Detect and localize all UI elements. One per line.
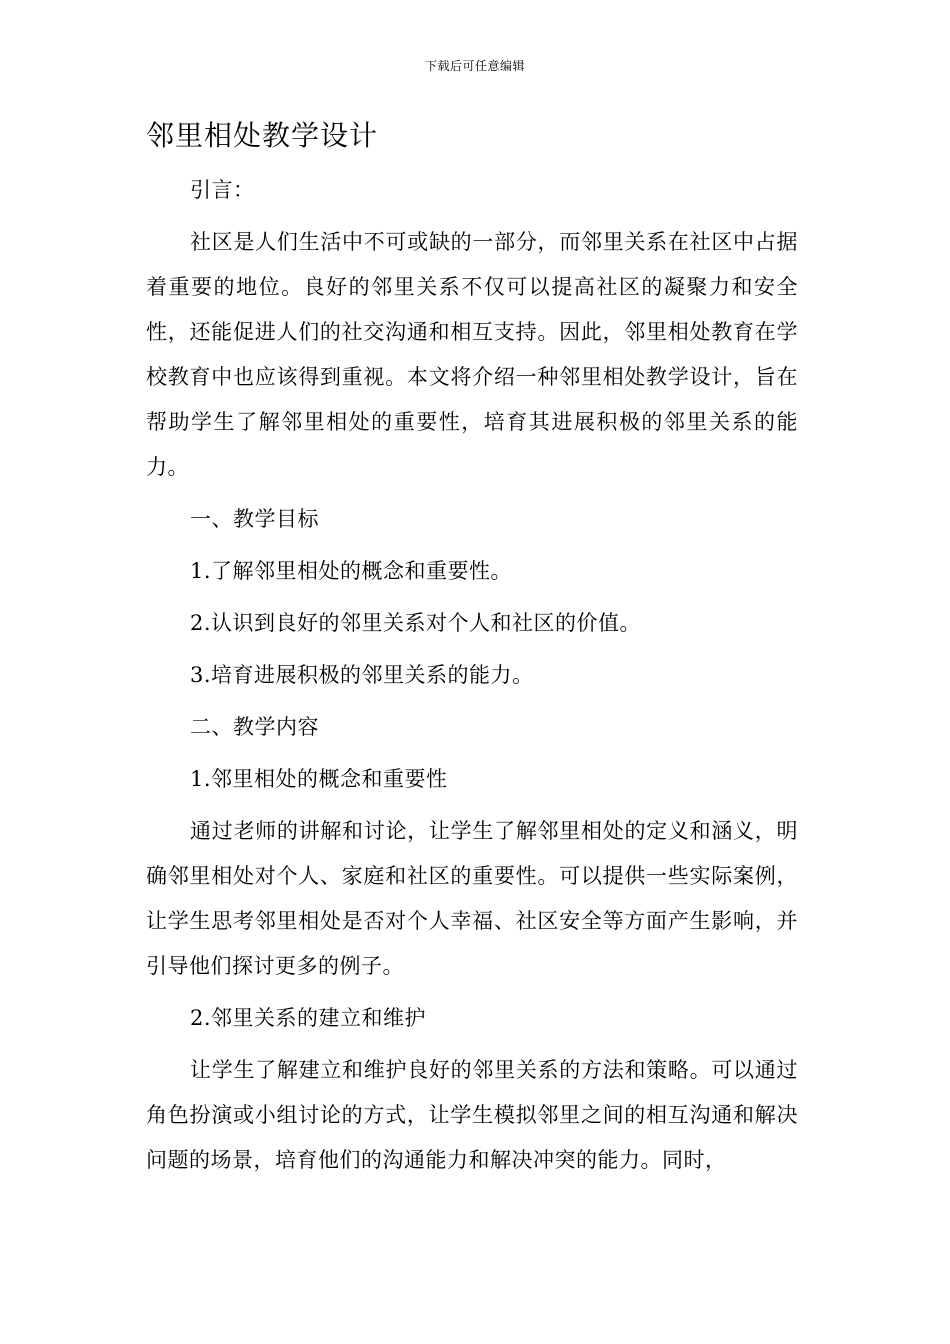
list-item: 3.培育进展积极的邻里关系的能力。 [190,663,534,687]
header-note: 下载后可任意编辑 [424,59,525,73]
document-title: 邻里相处教学设计 [146,119,379,152]
list-item: 1.了解邻里相处的概念和重要性。 [190,559,513,583]
section-heading-goals: 一、教学目标 [190,507,319,531]
section-heading-content: 二、教学内容 [190,715,319,739]
document-body [146,168,798,1190]
subsection-heading: 2.邻里关系的建立和维护 [190,1006,427,1030]
subsection-heading: 1.邻里相处的概念和重要性 [190,767,448,791]
paragraph: 通过老师的讲解和讨论，让学生了解邻里相处的定义和涵义，明确邻里相处对个人、家庭和社区的重要性。可以提供一些实际案例，让学生思考邻里相处是否对个人幸福、社区安全等方面产生影响，并引导他们探讨更多的例子。 [146,819,798,978]
paragraph: 让学生了解建立和维护良好的邻里关系的方法和策略。可以通过角色扮演或小组讨论的方式，让学生模拟邻里之间的相互沟通和解决问题的场景，培育他们的沟通能力和解决冲突的能力。同时， [146,1058,798,1172]
paragraph-intro-label: 引言： [190,178,255,202]
paragraph-intro: 社区是人们生活中不可或缺的一部分，而邻里关系在社区中占据着重要的地位。良好的邻里关系不仅可以提高社区的凝聚力和安全性，还能促进人们的社交沟通和相互支持。因此，邻里相处教育在学校教育中也应该得到重视。本文将介绍一种邻里相处教学设计，旨在帮助学生了解邻里相处的重要性，培育其进展积极的邻里关系的能力。 [146,230,798,479]
list-item: 2.认识到良好的邻里关系对个人和社区的价值。 [190,611,642,635]
